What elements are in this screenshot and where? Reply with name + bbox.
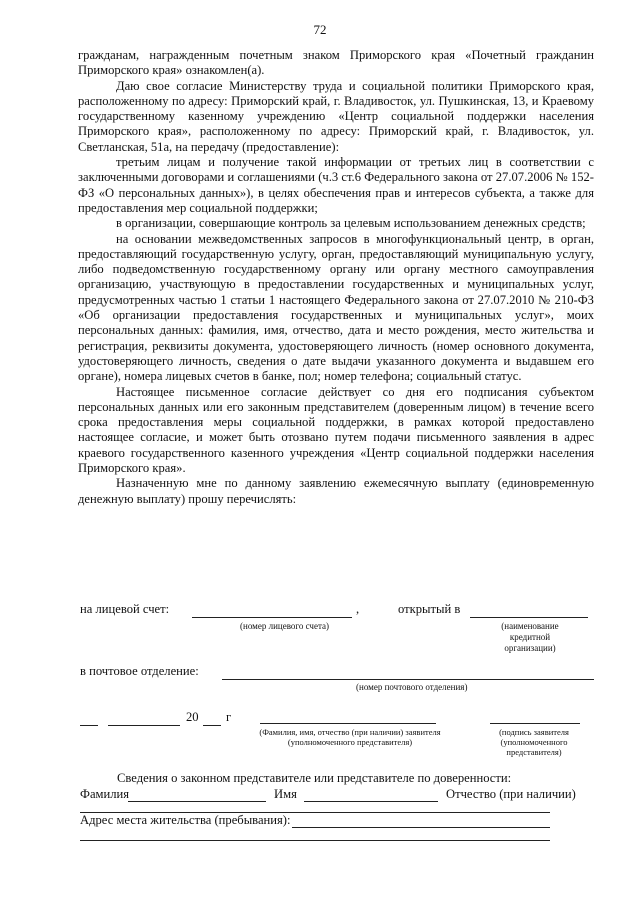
name-field[interactable] [304, 801, 438, 802]
representative-heading: Сведения о законном представителе или представителе по доверенности: [117, 771, 512, 785]
applicant-name-caption: (Фамилия, имя, отчество (при наличии) заявителя (уполномоченного представителя) [259, 727, 441, 747]
account-comma: , [356, 602, 360, 616]
year-suffix: г [226, 710, 232, 724]
paragraph: гражданам, награжденным почетным знаком Приморского края «Почетный гражданин Приморского края» ознакомлен(а). [78, 48, 594, 78]
consent-text [78, 48, 594, 507]
applicant-name-field[interactable] [260, 723, 436, 724]
signature-caption: (подпись заявителя (уполномоченного представителя) [499, 727, 569, 757]
name-label: Имя [274, 787, 297, 801]
page-number: 72 [313, 22, 327, 37]
paragraph: на основании межведомственных запросов в многофункциональный центр, в орган, предоставляющий государственную услугу, орган, предоставляющий муниципальную услугу, либо подведомственную государственному органу или органу местного самоуправления организацию, участвующую в предоставлении государственных и муниципальных услуг, предусмотренных частью 1 статьи 1 настоящего Федерального закона от 27.07.2010 № 210-ФЗ «Об организации предоставления государственных и муниципальных услуг», моих персональных данных: фамилия, имя, отчество, дата и место рождения, место жительства и регистрация, реквизиты документа, удостоверяющего личность (номер основного документа, удостоверяющего личность, сведения о дате выдачи указанного документа и выдавшем его органе), номера лицевых счетов в банке, пол; номер телефона; социальный статус. [78, 231, 594, 384]
bank-name-field[interactable] [470, 617, 588, 618]
address-field[interactable] [292, 827, 550, 828]
paragraph: Настоящее письменное согласие действует со дня его подписания субъектом персональных данных или его законным представителем (доверенным лицом) в течение всего срока предоставления меры социальной поддержки, в рамках которой предоставлено настоящее согласие, и может быть отозвано путем подачи письменного заявления в адрес краевого государственного казенного учреждения «Центр социальной поддержки населения Приморского края». [78, 384, 594, 476]
month-field[interactable] [108, 725, 180, 726]
paragraph: Назначенную мне по данному заявлению ежемесячную выплату (единовременную денежную выплату) прошу перечислять: [78, 476, 594, 506]
surname-field[interactable] [128, 801, 266, 802]
year-prefix: 20 [186, 710, 199, 724]
account-label: на лицевой счет: [80, 602, 170, 616]
paragraph: Даю свое согласие Министерству труда и социальной политики Приморского края, расположенному по адресу: Приморский край, г. Владивосток, ул. Пушкинская, 13, и Краевому государственному казенному учреждению «Центр социальной поддержки населения Приморского края», расположенному по адресу: Приморский край, г. Владивосток, ул. Светланская, 51а, на передачу (предоставление): [78, 78, 594, 154]
paragraph: третьим лицам и получение такой информации от третьих лиц в соответствии с заключенными договорами и соглашениями (ч.3 ст.6 Федерального закона от 27.07.2006 № 152-ФЗ «О персональных данных»), в целях обеспечения прав и интересов субъекта, а также для предоставления мер социальной поддержки; [78, 155, 594, 215]
surname-label: Фамилия [80, 787, 130, 801]
address-field-continued[interactable] [80, 840, 550, 841]
bank-name-caption: (наименование кредитной организации) [501, 621, 559, 653]
signature-field[interactable] [490, 723, 580, 724]
post-office-field[interactable] [222, 679, 594, 680]
opened-in-label: открытый в [398, 602, 461, 616]
patronymic-label: Отчество (при наличии) [446, 787, 576, 801]
post-office-label: в почтовое отделение: [80, 664, 199, 678]
paragraph: в организации, совершающие контроль за целевым использованием денежных средств; [116, 216, 586, 231]
year-field[interactable] [203, 725, 221, 726]
address-label: Адрес места жительства (пребывания): [80, 813, 291, 827]
account-number-field[interactable] [192, 617, 352, 618]
account-number-caption: (номер лицевого счета) [240, 621, 329, 631]
day-field[interactable] [80, 725, 98, 726]
post-office-caption: (номер почтового отделения) [356, 682, 468, 692]
